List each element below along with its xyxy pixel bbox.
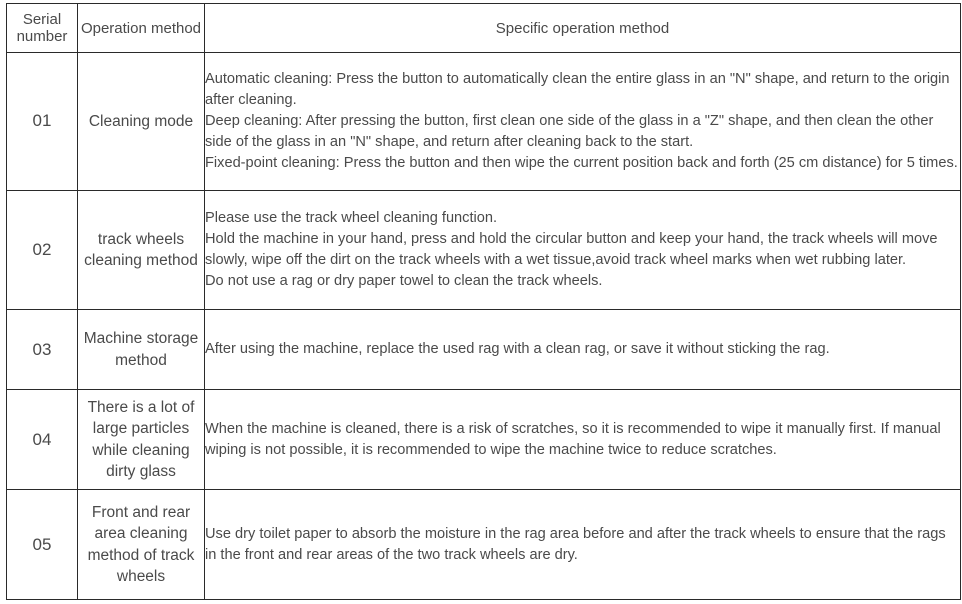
spec-line: Fixed-point cleaning: Press the button and then wipe the current position back and forth (25 cm distance) for 5 times.: [205, 154, 958, 171]
serial-number: 03: [7, 310, 78, 389]
spec-line: Use dry toilet paper to absorb the moisture in the rag area before and after the track wheels to ensure that the rags in the front and rear areas of the two track wheels are dry.: [205, 525, 946, 563]
operation-methods-table: [6, 3, 961, 600]
serial-number: 04: [7, 389, 78, 490]
table-row: [7, 310, 961, 389]
specific-method: [205, 190, 961, 310]
serial-number: 01: [7, 53, 78, 191]
header-specific-operation-method: Specific operation method: [205, 4, 961, 53]
table-row: [7, 190, 961, 310]
operation-method-label: Machine storage method: [83, 330, 199, 369]
spec-line: Deep cleaning: After pressing the button, first clean one side of the glass in a "Z" shape, and then clean the other side of the glass in an "N" shape, and return after cleaning back to the start.: [205, 112, 934, 150]
operation-method: [78, 190, 205, 310]
specific-method: [205, 490, 961, 600]
spec-line: Hold the machine in your hand, press and hold the circular button and keep your hand, the track wheels will move slowly, wipe off the dirt on the track wheels with a wet tissue,avoid track wheel marks when wet rubbing later.: [205, 231, 938, 269]
operation-method: [78, 389, 205, 490]
operation-method-label: Front and rear area cleaning method of track wheels: [87, 503, 195, 586]
specific-method: [205, 310, 961, 389]
table-row: [7, 389, 961, 490]
operation-method-label: There is a lot of large particles while cleaning dirty glass: [87, 398, 195, 481]
operation-method-label: track wheels cleaning method: [84, 230, 198, 270]
table-row: [7, 490, 961, 600]
header-operation-method: Operation method: [78, 4, 205, 53]
table-row: [7, 53, 961, 191]
operation-method: [78, 310, 205, 389]
operation-method: [78, 53, 205, 191]
operation-method-label: Cleaning mode: [88, 112, 194, 130]
header-serial-number: Serial number: [7, 4, 78, 53]
specific-method: [205, 53, 961, 191]
specific-method: [205, 389, 961, 490]
operation-method: [78, 490, 205, 600]
spec-line: Please use the track wheel cleaning function.: [205, 210, 498, 227]
spec-line: After using the machine, replace the used rag with a clean rag, or save it without sticking the rag.: [205, 341, 830, 358]
serial-number: 02: [7, 190, 78, 310]
spec-line: Automatic cleaning: Press the button to automatically clean the entire glass in an "N" shape, and return to the origin after cleaning.: [205, 70, 950, 108]
spec-line: When the machine is cleaned, there is a risk of scratches, so it is recommended to wipe it manually first. If manual wiping is not possible, it is recommended to wipe the machine twice to reduce scratches.: [205, 420, 941, 458]
serial-number: 05: [7, 490, 78, 600]
spec-line: Do not use a rag or dry paper towel to clean the track wheels.: [205, 273, 603, 290]
header-row: [7, 4, 961, 53]
